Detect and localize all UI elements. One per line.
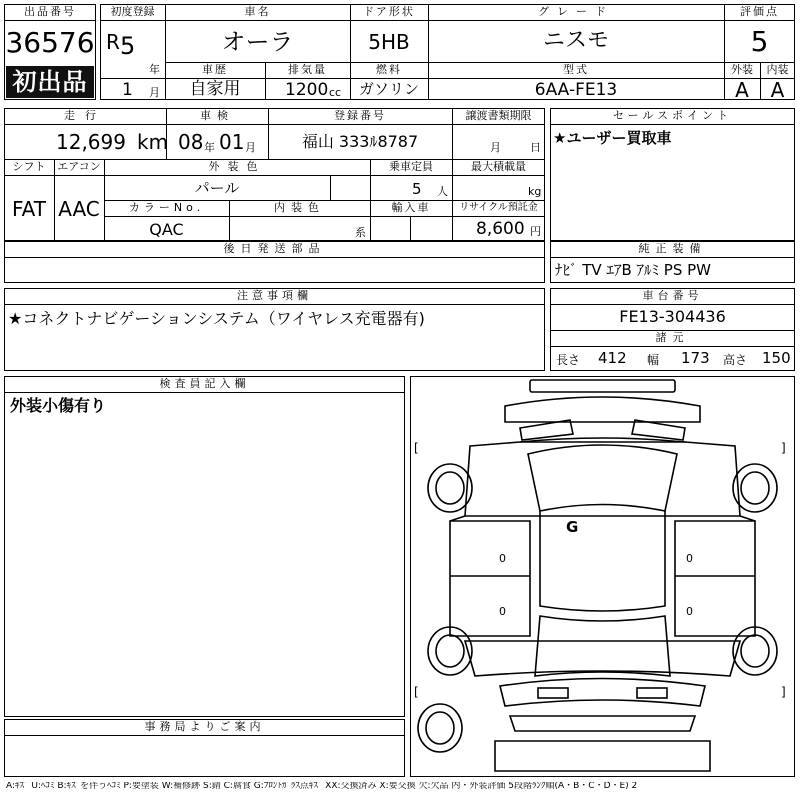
fuel-label: 燃料 xyxy=(376,63,402,76)
door-type: 5HB xyxy=(368,30,410,54)
diagram-mark-right-front-door: 0 xyxy=(686,552,693,565)
car-name: オーラ xyxy=(221,28,294,56)
int-color-label: 内装色 xyxy=(274,201,325,214)
notes-text: ★コネクトナビゲーションシステム（ワイヤレス充電器有) xyxy=(8,309,425,328)
ext-color: パール xyxy=(194,179,240,197)
max-load-unit: kg xyxy=(528,185,542,198)
diagram-bracket-left-1: [ xyxy=(414,441,419,455)
era: R xyxy=(106,30,120,54)
dims-label: 諸元 xyxy=(655,331,690,344)
grade-label: グレード xyxy=(538,5,614,18)
chassis-number: FE13-304436 xyxy=(619,307,726,326)
notes-label: 注意事項欄 xyxy=(237,289,312,302)
car-diagram xyxy=(410,376,795,777)
sales-point-box xyxy=(550,108,795,241)
mileage: 12,699 xyxy=(56,130,126,154)
inspection-year: 08 xyxy=(178,130,204,154)
score: 5 xyxy=(750,25,769,58)
color-number: QAC xyxy=(149,220,184,239)
first-listing-badge: 初出品 xyxy=(6,66,94,98)
first-reg-label: 初度登録 xyxy=(110,5,155,18)
import-label: 輸入車 xyxy=(391,201,431,214)
ext-color-label: 外装色 xyxy=(208,160,266,173)
height-label: 高さ xyxy=(723,353,748,367)
diagram-mark-left-front-door: 0 xyxy=(499,552,506,565)
inspection-label: 車検 xyxy=(200,109,234,122)
inspection-month-unit: 月 xyxy=(245,141,256,154)
equipment-label: 純正装備 xyxy=(638,242,707,255)
equipment-list: ﾅﾋﾞ TV ｴｱB ｱﾙﾐ PS PW xyxy=(555,261,711,279)
door-label: ドア形状 xyxy=(363,5,415,18)
month-unit: 月 xyxy=(149,86,160,99)
history: 自家用 xyxy=(189,79,241,99)
color-no-label: カラーNo. xyxy=(128,201,205,214)
displacement-label: 排気量 xyxy=(288,63,327,76)
height-value: 150 xyxy=(762,349,791,367)
inspection-month: 01 xyxy=(219,130,245,154)
width-label: 幅 xyxy=(647,353,660,367)
transfer-day-unit: 日 xyxy=(530,141,541,154)
width-value: 173 xyxy=(681,349,710,367)
diagram-mark-right-rear-door: 0 xyxy=(686,605,693,618)
score-label: 評価点 xyxy=(740,5,779,18)
inspection-year-unit: 年 xyxy=(204,141,215,154)
shift: FAT xyxy=(11,197,46,221)
inspector-label: 検査員記入欄 xyxy=(159,377,250,390)
model-code: 6AA-FE13 xyxy=(534,80,618,100)
mileage-unit: km xyxy=(137,130,169,154)
lot-number: 36576 xyxy=(5,26,95,59)
diagram-bracket-right-2: ] xyxy=(781,685,786,699)
sales-point-text: ★ユーザー買取車 xyxy=(553,129,672,147)
displacement-unit: cc xyxy=(329,86,342,99)
lot-number-label: 出品番号 xyxy=(24,5,76,18)
year-unit: 年 xyxy=(149,63,160,76)
first-reg-year: 5 xyxy=(120,32,136,60)
sales-point-label: セールスポイント xyxy=(612,109,732,122)
history-label: 車歴 xyxy=(202,63,228,76)
inspector-box xyxy=(4,376,405,717)
capacity-label: 乗車定員 xyxy=(389,160,433,173)
legend-text: A:ｷｽﾞ U:ﾍｺﾐ B:ｷｽﾞを伴うﾍｺﾐ P:要塗装 W:補修跡 S:錆 C:腐食 G:ﾌﾛﾝﾄｶﾞﾗｽ点ｷｽﾞ XX:交換済み X:要交換 欠:欠品 内・外装評価 5段階ﾗﾝｸ順(A・B・C・D・E) 2 xyxy=(6,782,638,791)
exterior-grade: A xyxy=(735,78,749,102)
recycle-label: リサイクル預託金 xyxy=(459,202,538,213)
diagram-bracket-left-2: [ xyxy=(414,685,419,699)
diagram-bracket-right-1: ] xyxy=(781,441,786,455)
fuel: ガソリン xyxy=(358,80,419,98)
length-label: 長さ xyxy=(556,353,581,367)
plate-label: 登録番号 xyxy=(334,109,386,122)
air-conditioner: AAC xyxy=(58,197,100,221)
first-reg-month: 1 xyxy=(122,80,133,100)
inspector-text: 外装小傷有り xyxy=(10,396,107,415)
shift-label: シフト xyxy=(12,160,46,173)
car-name-label: 車名 xyxy=(244,5,271,18)
capacity: 5 xyxy=(412,180,422,198)
later-parts-label: 後日発送部品 xyxy=(223,242,326,255)
transfer-doc-label: 譲渡書類期限 xyxy=(465,109,532,122)
displacement: 1200 xyxy=(285,80,329,100)
interior-label: 内装 xyxy=(766,63,789,76)
diagram-mark-left-rear-door: 0 xyxy=(499,605,506,618)
mileage-label: 走行 xyxy=(64,109,106,122)
max-load-label: 最大積載量 xyxy=(471,160,526,173)
exterior-label: 外装 xyxy=(731,63,753,76)
model-label: 型式 xyxy=(563,63,589,76)
grade: ニスモ xyxy=(542,28,609,53)
transfer-month-unit: 月 xyxy=(490,141,501,154)
recycle-fee: 8,600 xyxy=(476,219,525,239)
diagram-mark-windshield: G xyxy=(566,518,579,536)
interior-grade: A xyxy=(770,78,785,102)
office-label: 事務局よりご案内 xyxy=(144,720,265,733)
capacity-unit: 人 xyxy=(437,185,448,198)
recycle-unit: 円 xyxy=(530,225,541,238)
plate-number: 福山 333ﾙ8787 xyxy=(301,132,419,151)
length-value: 412 xyxy=(598,349,627,367)
int-color-unit: 系 xyxy=(355,226,366,239)
ac-label: エアコン xyxy=(57,160,101,173)
chassis-label: 車台番号 xyxy=(642,289,703,302)
